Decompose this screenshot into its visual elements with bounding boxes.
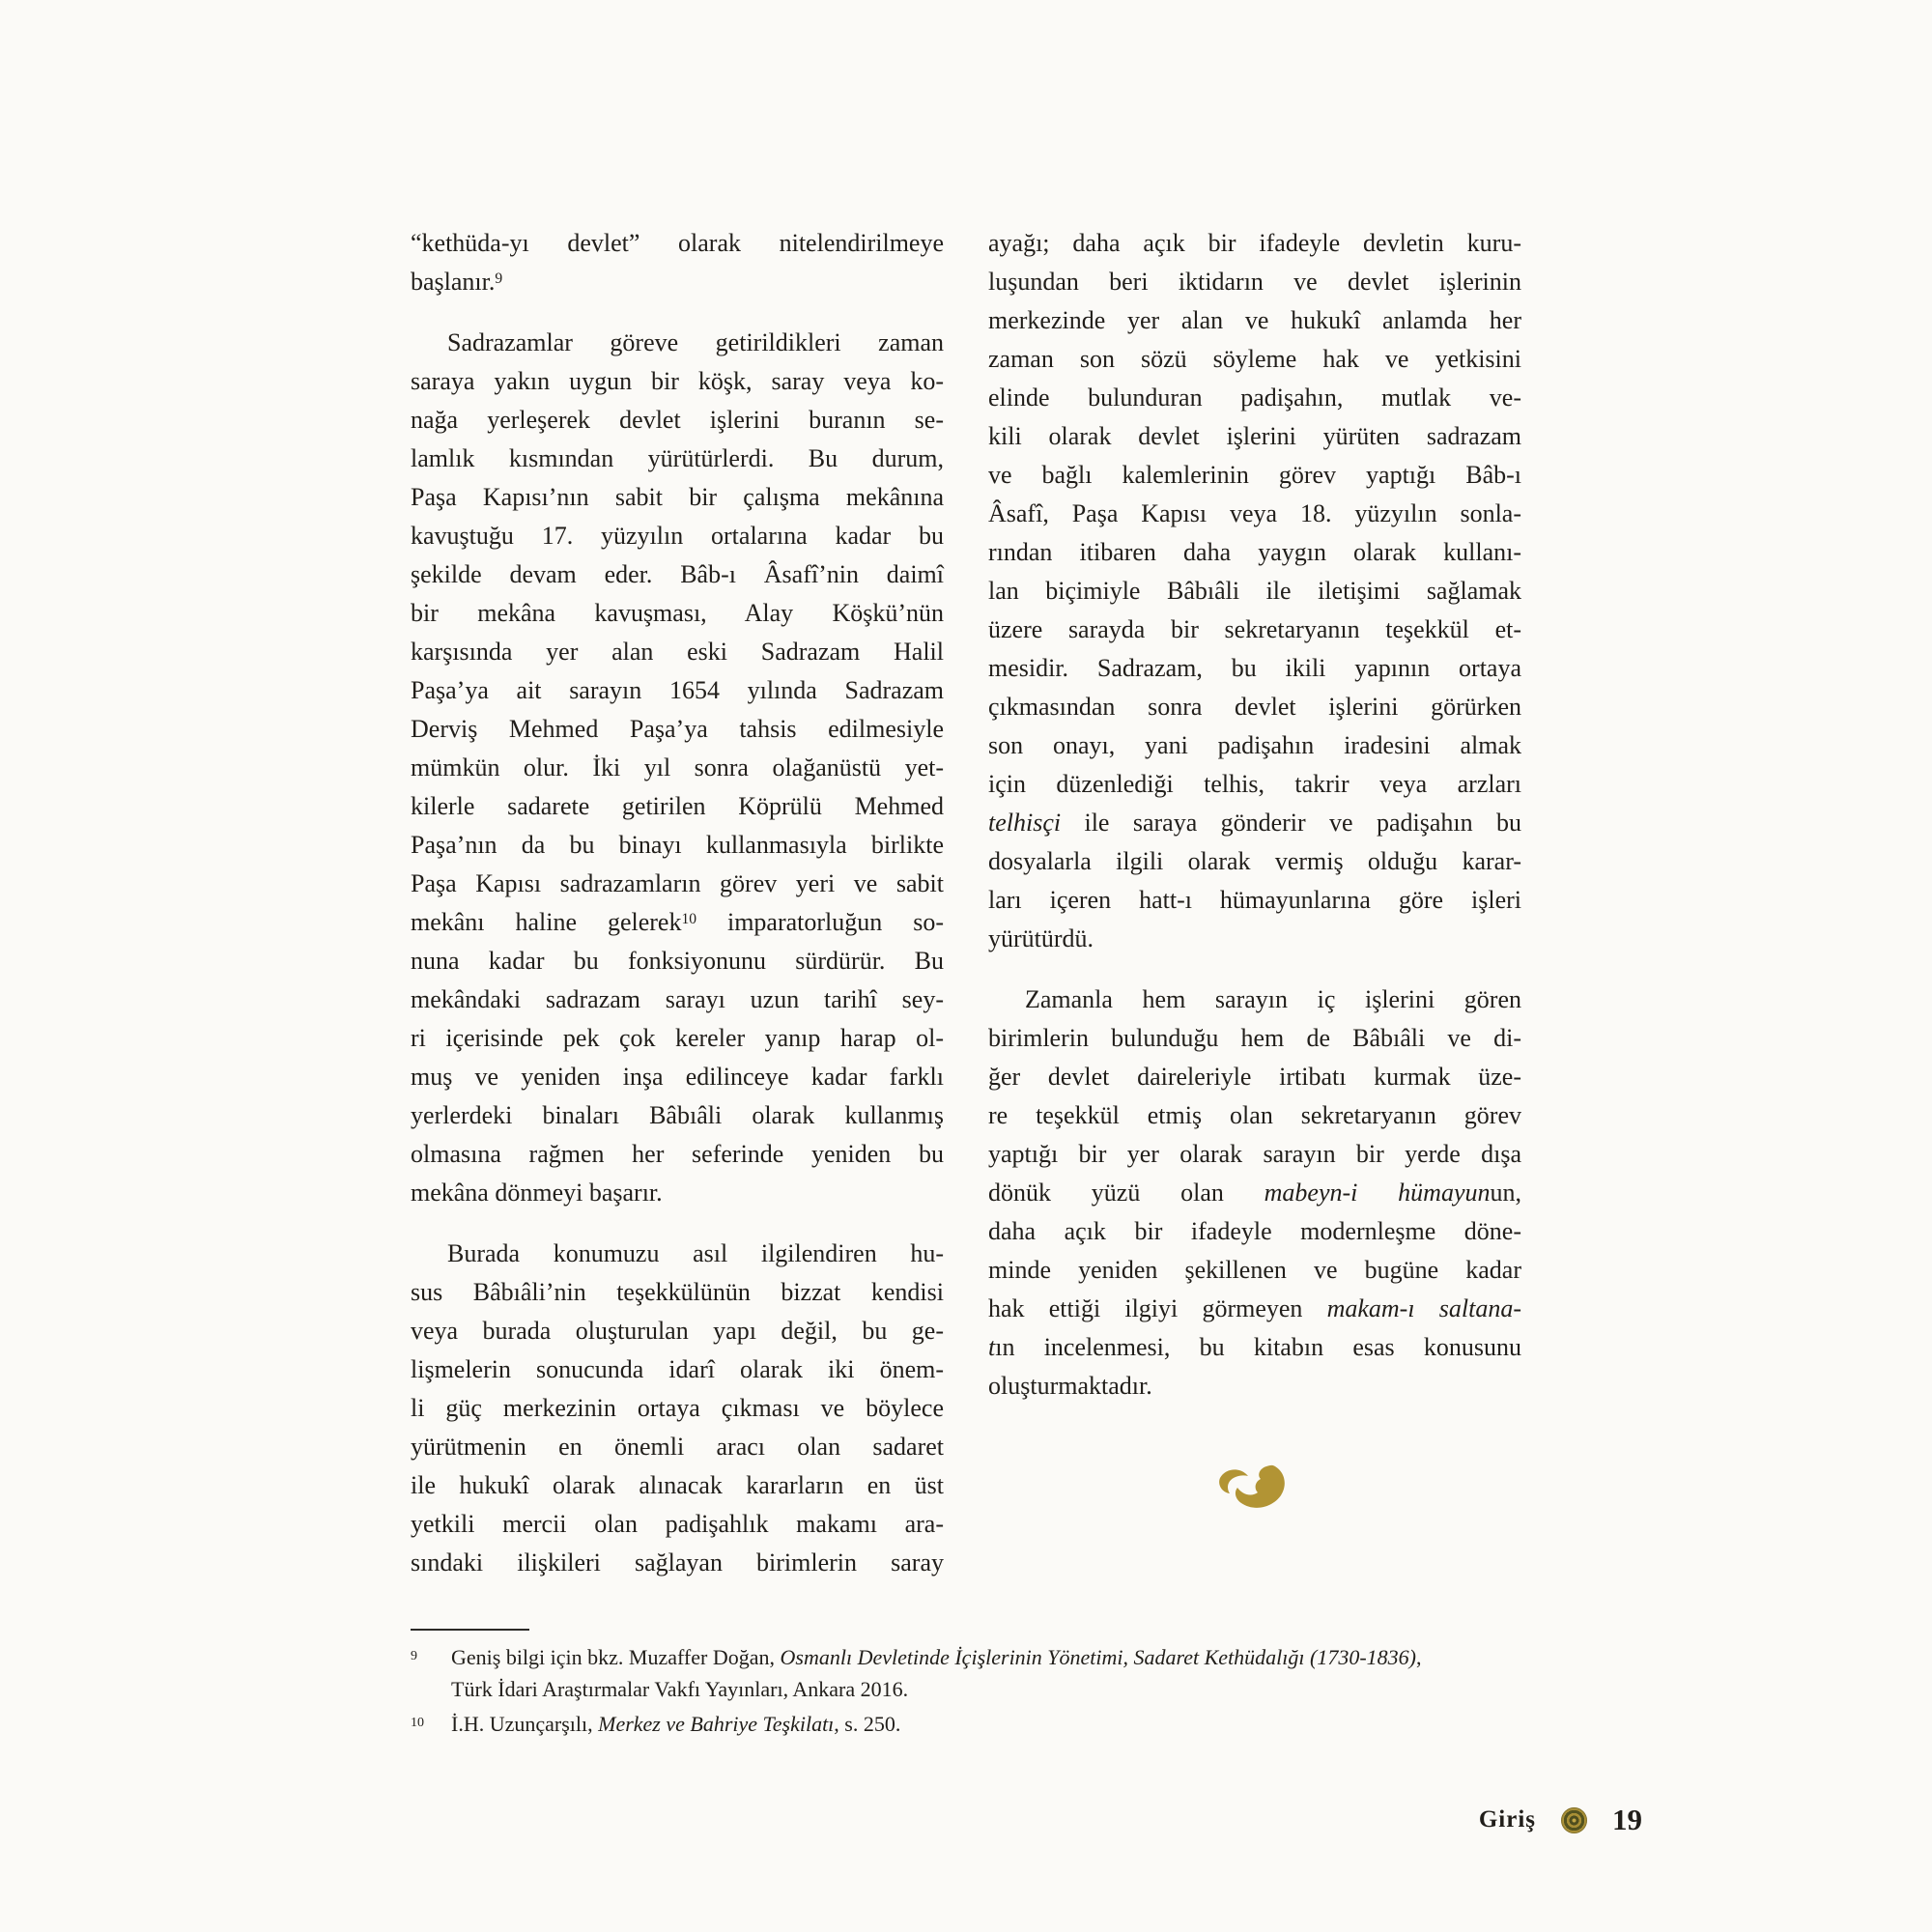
text-line: ayağı; daha açık bir ifadeyle devletin kuru- <box>988 229 1521 257</box>
text-line: kili olarak devlet işlerini yürüten sadrazam <box>988 422 1521 450</box>
text-line: re teşekkül etmiş olan sekretaryanın görev <box>988 1101 1521 1129</box>
section-label: Giriş <box>1478 1806 1536 1833</box>
text-line: lan biçimiyle Bâbıâli ile iletişimi sağlamak <box>988 577 1521 605</box>
footnote-line: Geniş bilgi için bkz. Muzaffer Doğan, Osmanlı Devletinde İçişlerinin Yönetimi, Sadaret Kethüdalığı (1730-1836), <box>451 1645 1422 1669</box>
text-line: dönük yüzü olan mabeyn-i hümayunun, <box>988 1179 1521 1207</box>
text-line: Paşa Kapısı’nın sabit bir çalışma mekânına <box>411 483 944 511</box>
paragraph <box>411 324 944 1212</box>
text-line: sındaki ilişkileri sağlayan birimlerin saray <box>411 1548 944 1577</box>
text-line: mümkün olur. İki yıl sonra olağanüstü yet- <box>411 753 944 781</box>
text-line: ğer devlet daireleriyle irtibatı kurmak üze- <box>988 1063 1521 1091</box>
text-line: başlanır.$^9$ <box>411 268 503 296</box>
footnote-item <box>411 1708 1531 1740</box>
text-line: Sadrazamlar göreve getirildikleri zaman <box>447 328 944 356</box>
text-line: lamlık kısmından yürütürlerdi. Bu durum, <box>411 444 944 472</box>
text-line: mesidir. Sadrazam, bu ikili yapının ortaya <box>988 654 1521 682</box>
text-line: ları içeren hatt-ı hümayunlarına göre işleri <box>988 886 1521 914</box>
text-line: nağa yerleşerek devlet işlerini buranın se- <box>411 406 944 434</box>
text-line: saraya yakın uygun bir köşk, saray veya ko- <box>411 367 944 395</box>
page-footer <box>1333 1803 1642 1837</box>
text-line: için düzenlediği telhis, takrir veya arzları <box>988 770 1521 798</box>
text-line: üzere sarayda bir sekretaryanın teşekkül et- <box>988 615 1521 643</box>
footnotes-block <box>411 1641 1531 1743</box>
text-line: sus Bâbıâli’nin teşekkülünün bizzat kendisi <box>411 1278 944 1306</box>
text-line: bir mekâna kavuşması, Alay Köşkü’nün <box>411 599 944 627</box>
text-line: Âsafî, Paşa Kapısı veya 18. yüzyılın sonla- <box>988 499 1521 527</box>
text-line: Derviş Mehmed Paşa’ya tahsis edilmesiyle <box>411 715 944 743</box>
text-line: dosyalarla ilgili olarak vermiş olduğu karar- <box>988 847 1521 875</box>
right-text-column <box>988 224 1521 1428</box>
paragraph <box>411 224 944 301</box>
text-line: yürütmenin en önemli aracı olan sadaret <box>411 1433 944 1461</box>
text-line: şekilde devam eder. Bâb-ı Âsafî’nin daimî <box>411 560 944 588</box>
gold-leaf-ornament-icon <box>1213 1464 1300 1522</box>
text-line: nuna kadar bu fonksiyonunu sürdürür. Bu <box>411 947 944 975</box>
footnote-line: Türk İdari Araştırmalar Vakfı Yayınları, Ankara 2016. <box>451 1677 909 1701</box>
text-line: merkezinde yer alan ve hukukî anlamda her <box>988 306 1521 334</box>
text-line: li güç merkezinin ortaya çıkması ve böylece <box>411 1394 944 1422</box>
text-line: yerlerdeki binaları Bâbıâli olarak kullanmış <box>411 1101 944 1129</box>
text-line: mekândaki sadrazam sarayı uzun tarihî sey- <box>411 985 944 1013</box>
paragraph <box>411 1235 944 1582</box>
text-line: çıkmasından sonra devlet işlerini görürken <box>988 693 1521 721</box>
text-line: yetkili mercii olan padişahlık makamı ara- <box>411 1510 944 1538</box>
text-line: “kethüda-yı devlet” olarak nitelendirilmeye <box>411 229 944 257</box>
footnote-separator-rule <box>411 1629 529 1631</box>
text-line: oluşturmaktadır. <box>988 1372 1152 1400</box>
text-line: luşundan beri iktidarın ve devlet işlerinin <box>988 268 1521 296</box>
footnote-marker: 10 <box>411 1716 424 1730</box>
text-line: Burada konumuzu asıl ilgilendiren hu- <box>447 1239 944 1267</box>
text-line: yaptığı bir yer olarak sarayın bir yerde dışa <box>988 1140 1521 1168</box>
text-line: tın incelenmesi, bu kitabın esas konusunu <box>988 1333 1521 1361</box>
text-line: hak ettiği ilgiyi görmeyen makam-ı saltana- <box>988 1294 1521 1322</box>
footnote-item <box>411 1641 1531 1705</box>
text-line: telhisçi ile saraya gönderir ve padişahın bu <box>988 809 1521 837</box>
text-line: muş ve yeniden inşa edilinceye kadar farklı <box>411 1063 944 1091</box>
text-line: ri içerisinde pek çok kereler yanıp harap ol- <box>411 1024 944 1052</box>
text-line: Paşa Kapısı sadrazamların görev yeri ve sabit <box>411 869 944 897</box>
left-text-column <box>411 224 944 1605</box>
text-line: daha açık bir ifadeyle modernleşme döne- <box>988 1217 1521 1245</box>
footnote-text <box>451 1641 1531 1705</box>
page-number: 19 <box>1612 1803 1642 1836</box>
text-line: mekânı haline gelerek$^{10}$ imparatorluğun so- <box>411 908 944 936</box>
text-line: olmasına rağmen her seferinde yeniden bu <box>411 1140 944 1168</box>
text-line: mekâna dönmeyi başarır. <box>411 1179 663 1207</box>
text-line: karşısında yer alan eski Sadrazam Halil <box>411 638 944 666</box>
footnote-text <box>451 1708 1531 1740</box>
text-line: lişmelerin sonucunda idarî olarak iki önem- <box>411 1355 944 1383</box>
text-line: elinde bulunduran padişahın, mutlak ve- <box>988 384 1521 412</box>
footnote-marker: 9 <box>411 1649 417 1663</box>
rosette-medallion-icon <box>1561 1807 1587 1833</box>
text-line: veya burada oluşturulan yapı değil, bu ge- <box>411 1317 944 1345</box>
text-line: Paşa’ya ait sarayın 1654 yılında Sadrazam <box>411 676 944 704</box>
text-line: kilerle sadarete getirilen Köprülü Mehmed <box>411 792 944 820</box>
text-line: rından itibaren daha yaygın olarak kullanı- <box>988 538 1521 566</box>
text-line: birimlerin bulunduğu hem de Bâbıâli ve di- <box>988 1024 1521 1052</box>
text-line: Zamanla hem sarayın iç işlerini gören <box>1025 985 1521 1013</box>
text-line: yürütürdü. <box>988 924 1094 952</box>
text-line: kavuştuğu 17. yüzyılın ortalarına kadar bu <box>411 522 944 550</box>
text-line: zaman son sözü söyleme hak ve yetkisini <box>988 345 1521 373</box>
paragraph <box>988 224 1521 958</box>
paragraph <box>988 980 1521 1406</box>
text-line: minde yeniden şekillenen ve bugüne kadar <box>988 1256 1521 1284</box>
text-line: ile hukukî olarak alınacak kararların en üst <box>411 1471 944 1499</box>
footnote-line: İ.H. Uzunçarşılı, Merkez ve Bahriye Teşkilatı, s. 250. <box>451 1712 901 1736</box>
text-line: son onayı, yani padişahın iradesini almak <box>988 731 1521 759</box>
text-line: ve bağlı kalemlerinin görev yaptığı Bâb-ı <box>988 461 1521 489</box>
text-line: Paşa’nın da bu binayı kullanmasıyla birlikte <box>411 831 944 859</box>
